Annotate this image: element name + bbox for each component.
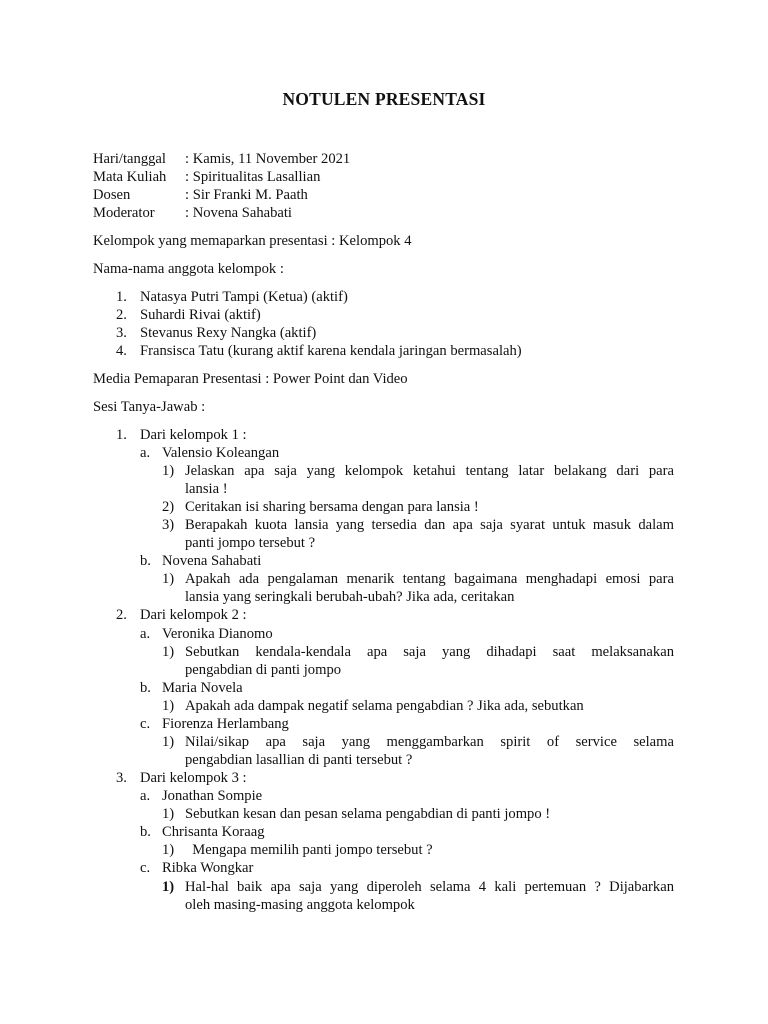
question-line: Berapakah kuota lansia yang tersedia dan apa saja syarat untuk masuk dalam [185,517,674,533]
document-title: NOTULEN PRESENTASI [282,89,486,109]
question-text [185,462,674,498]
list-letter: b. [140,824,151,840]
question-text [185,570,674,606]
list-number: 3. [116,770,127,786]
member-item: Stevanus Rexy Nangka (aktif) [140,325,317,341]
question-line: panti jompo tersebut ? [185,535,316,551]
question-line: Apakah ada pengalaman menarik tentang bagaimana menghadapi emosi para [185,571,674,587]
info-value: : Kamis, 11 November 2021 [185,151,351,167]
question-text: Mengapa memilih panti jompo tersebut ? [185,842,433,858]
group-label: Dari kelompok 3 : [140,770,247,786]
question-line: pengabdian lasallian di panti tersebut ? [185,752,413,768]
list-number: 1. [116,427,127,443]
questioner-name: Ribka Wongkar [162,860,254,876]
member-item: Suhardi Rivai (aktif) [140,307,261,323]
presenting-group-line: Kelompok yang memaparkan presentasi : Kelompok 4 [93,233,412,249]
list-letter: a. [140,445,151,461]
question-number: 1) [162,698,175,714]
questioner-name: Valensio Koleangan [162,445,280,461]
question-line: Jelaskan apa saja yang kelompok ketahui tentang latar belakang dari para [185,463,674,479]
meeting-info [93,150,350,222]
question-text [185,516,674,552]
info-row-date [93,150,350,168]
question-text: Apakah ada dampak negatif selama pengabdian ? Jika ada, sebutkan [185,698,584,714]
question-number: 1) [162,644,175,660]
question-number: 2) [162,499,175,515]
list-number: 3. [116,325,127,341]
questioner-name: Novena Sahabati [162,553,262,569]
question-line: Sebutkan kendala-kendala apa saja yang dihadapi saat melaksanakan [185,644,674,660]
list-number: 4. [116,343,127,359]
list-number: 2. [116,307,127,323]
qa-heading: Sesi Tanya-Jawab : [93,399,206,415]
info-value: : Novena Sahabati [185,205,292,221]
group-label: Dari kelompok 1 : [140,427,247,443]
info-label: Hari/tanggal [93,151,166,167]
question-line: pengabdian di panti jompo [185,662,342,678]
member-item: Natasya Putri Tampi (Ketua) (aktif) [140,289,348,305]
list-letter: a. [140,788,151,804]
members-heading: Nama-nama anggota kelompok : [93,261,284,277]
questioner-name: Veronika Dianomo [162,626,273,642]
info-value: : Sir Franki M. Paath [185,187,308,203]
question-line: Nilai/sikap apa saja yang menggambarkan spirit of service selama [185,734,674,750]
question-number: 1) [162,806,175,822]
info-row-course [93,168,350,186]
question-number: 1) [162,842,175,858]
list-number: 2. [116,607,127,623]
questioner-name: Chrisanta Koraag [162,824,265,840]
question-number: 1) [162,879,175,895]
question-line: lansia ! [185,481,228,497]
list-letter: c. [140,716,151,732]
member-item: Fransisca Tatu (kurang aktif karena kendala jaringan bermasalah) [140,343,522,359]
info-row-lecturer [93,186,350,204]
info-row-moderator [93,204,350,222]
group-label: Dari kelompok 2 : [140,607,247,623]
media-line: Media Pemaparan Presentasi : Power Point dan Video [93,371,408,387]
info-label: Dosen [93,187,131,203]
questioner-name: Fiorenza Herlambang [162,716,289,732]
question-text [185,733,674,769]
info-label: Moderator [93,205,155,221]
question-text [185,643,674,679]
question-number: 1) [162,463,175,479]
question-line: oleh masing-masing anggota kelompok [185,897,415,913]
question-text [185,878,674,914]
question-number: 3) [162,517,175,533]
list-letter: c. [140,860,151,876]
list-letter: b. [140,680,151,696]
questioner-name: Jonathan Sompie [162,788,263,804]
question-number: 1) [162,734,175,750]
info-value: : Spiritualitas Lasallian [185,169,321,185]
list-letter: b. [140,553,151,569]
info-label: Mata Kuliah [93,169,167,185]
question-line: Hal-hal baik apa saja yang diperoleh selama 4 kali pertemuan ? Dijabarkan [185,879,674,895]
list-letter: a. [140,626,151,642]
list-number: 1. [116,289,127,305]
questioner-name: Maria Novela [162,680,243,696]
question-number: 1) [162,571,175,587]
question-line: lansia yang seringkali berubah-ubah? Jika ada, ceritakan [185,589,515,605]
question-text: Sebutkan kesan dan pesan selama pengabdian di panti jompo ! [185,806,551,822]
question-text: Ceritakan isi sharing bersama dengan para lansia ! [185,499,479,515]
